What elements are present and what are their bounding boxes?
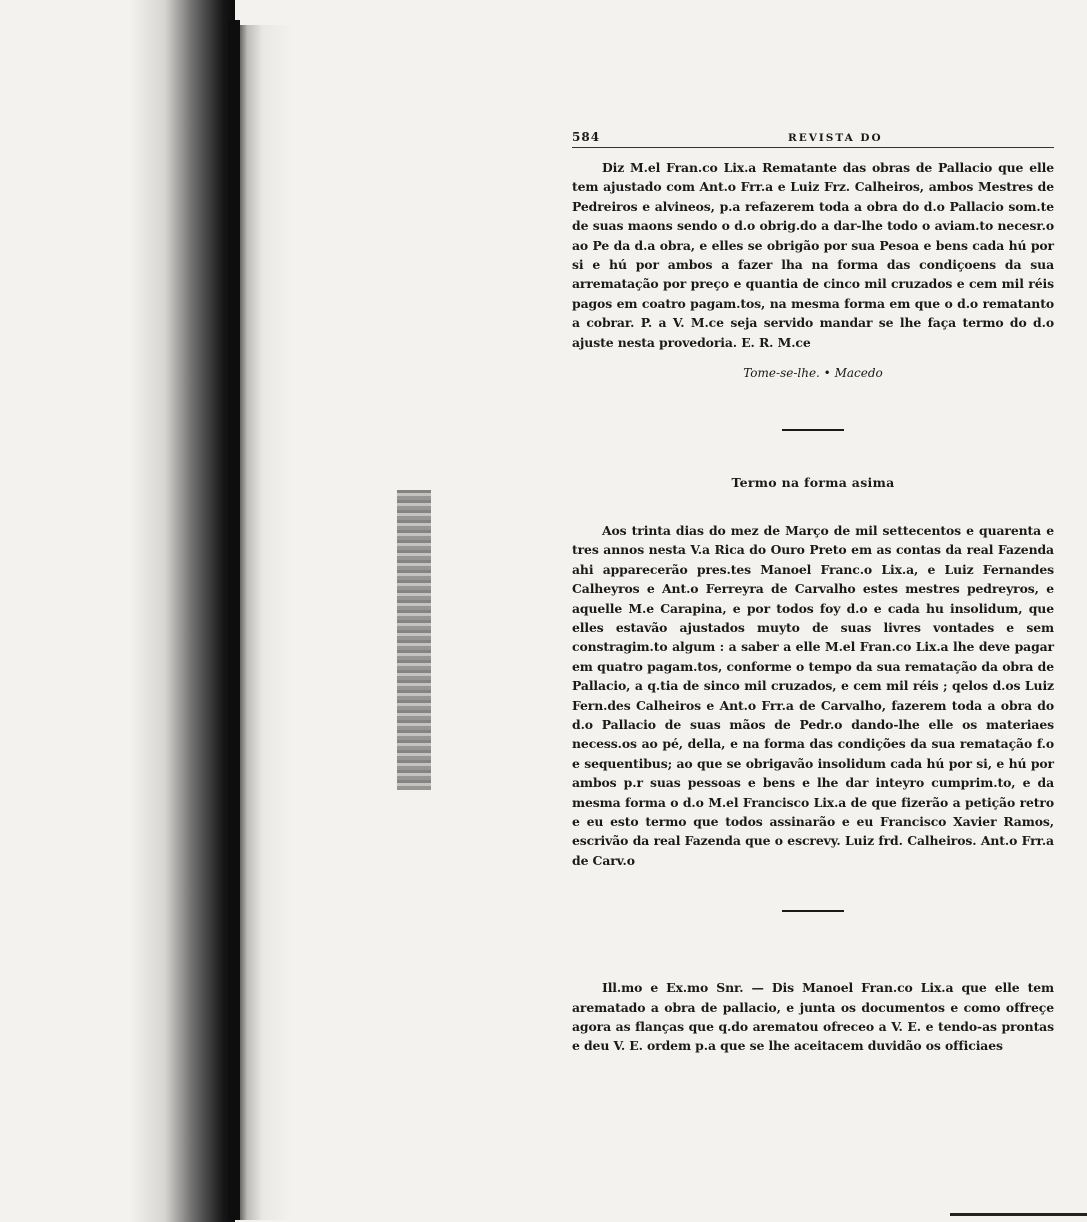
signature-line: Tome-se-lhe. • Macedo xyxy=(743,366,883,381)
second-petition-paragraph: Ill.mo e Ex.mo Snr. — Dis Manoel Fran.co Lix.a que elle tem arematado a obra de pallacio, e junta os documentos e como offreçe agora as flanças que q.do arematou ofreceo a V. E. e tendo-as prontas e deu V. E. ordem p.a que se lhe aceitacem duvidão os officiaes xyxy=(572,980,1054,1054)
page-number: 584 xyxy=(572,130,601,144)
journal-title: REVISTA DO xyxy=(788,132,883,144)
section-divider xyxy=(782,429,844,431)
bleed-through-mark xyxy=(397,490,431,790)
section-heading: Termo na forma asima xyxy=(731,475,895,491)
petition-paragraph: Diz M.el Fran.co Lix.a Rematante das obras de Pallacio que elle tem ajustado com Ant.o Frr.a e Luiz Frz. Calheiros, ambos Mestres de Pedreiros e alvineos, p.a refazerem toda a obra do d.o Pallacio som.te de suas maons sendo o d.o obrig.do a dar-lhe todo o aviam.to necesr.o ao Pe da d.a obra, e elles se obrigão por sua Pesoa e bens cada hú por si e hú por ambos a fazer lha na forma das condiçoens da sua arrematação por preço e quantia de cinco mil cruzados e cem mil réis pagos em coatro pagam.tos, na mesma forma em que o d.o rematanto a cobrar. P. a V. M.ce seja servido mandar se lhe faça termo do d.o ajuste nesta provedoria. E. R. M.ce xyxy=(572,160,1054,350)
section-divider xyxy=(782,910,844,912)
running-head xyxy=(572,125,1054,148)
document-page xyxy=(572,125,1054,1205)
term-paragraph: Aos trinta dias do mez de Março de mil settecentos e quarenta e tres annos nesta V.a Rica do Ouro Preto em as contas da real Fazenda ahi apparecerão pres.tes Manoel Franc.o Lix.a, e Luiz Fernandes Calheyros e Ant.o Ferreyra de Carvalho estes mestres pedreyros, e aquelle M.e Carapina, e por todos foy d.o e cada hu insolidum, que elles estavão ajustados muyto de suas livres vontades e sem constragim.to algum : a saber a elle M.el Fran.co Lix.a lhe deve pagar em quatro pagam.tos, conforme o tempo da sua rematação da obra de Pallacio, a q.tia de sinco mil cruzados, e cem mil réis ; qelos d.os Luiz Fern.des Calheiros e Ant.o Frr.a de Carvalho, fazerem toda a obra do d.o Pallacio de suas mãos de Pedr.o dando-lhe elle os materiaes necess.os ao pé, della, e na forma das condições da sua rematação f.o e sequentibus; ao que se obrigavão insolidum cada hú por si, e hú por ambos p.r suas pessoas e bens e lhe dar inteyro cumprim.to, e da mesma forma o d.o M.el Francisco Lix.a de que fizerão a petição retro e eu esto termo que todos assinarão e eu Francisco Xavier Ramos, escrivão da real Fazenda que o escrevy. Luiz frd. Calheiros. Ant.o Frr.a de Carv.o xyxy=(572,522,1054,868)
book-gutter-shadow xyxy=(0,0,235,1222)
page-bottom-edge xyxy=(950,1213,1087,1216)
binding-edge xyxy=(228,20,240,1220)
